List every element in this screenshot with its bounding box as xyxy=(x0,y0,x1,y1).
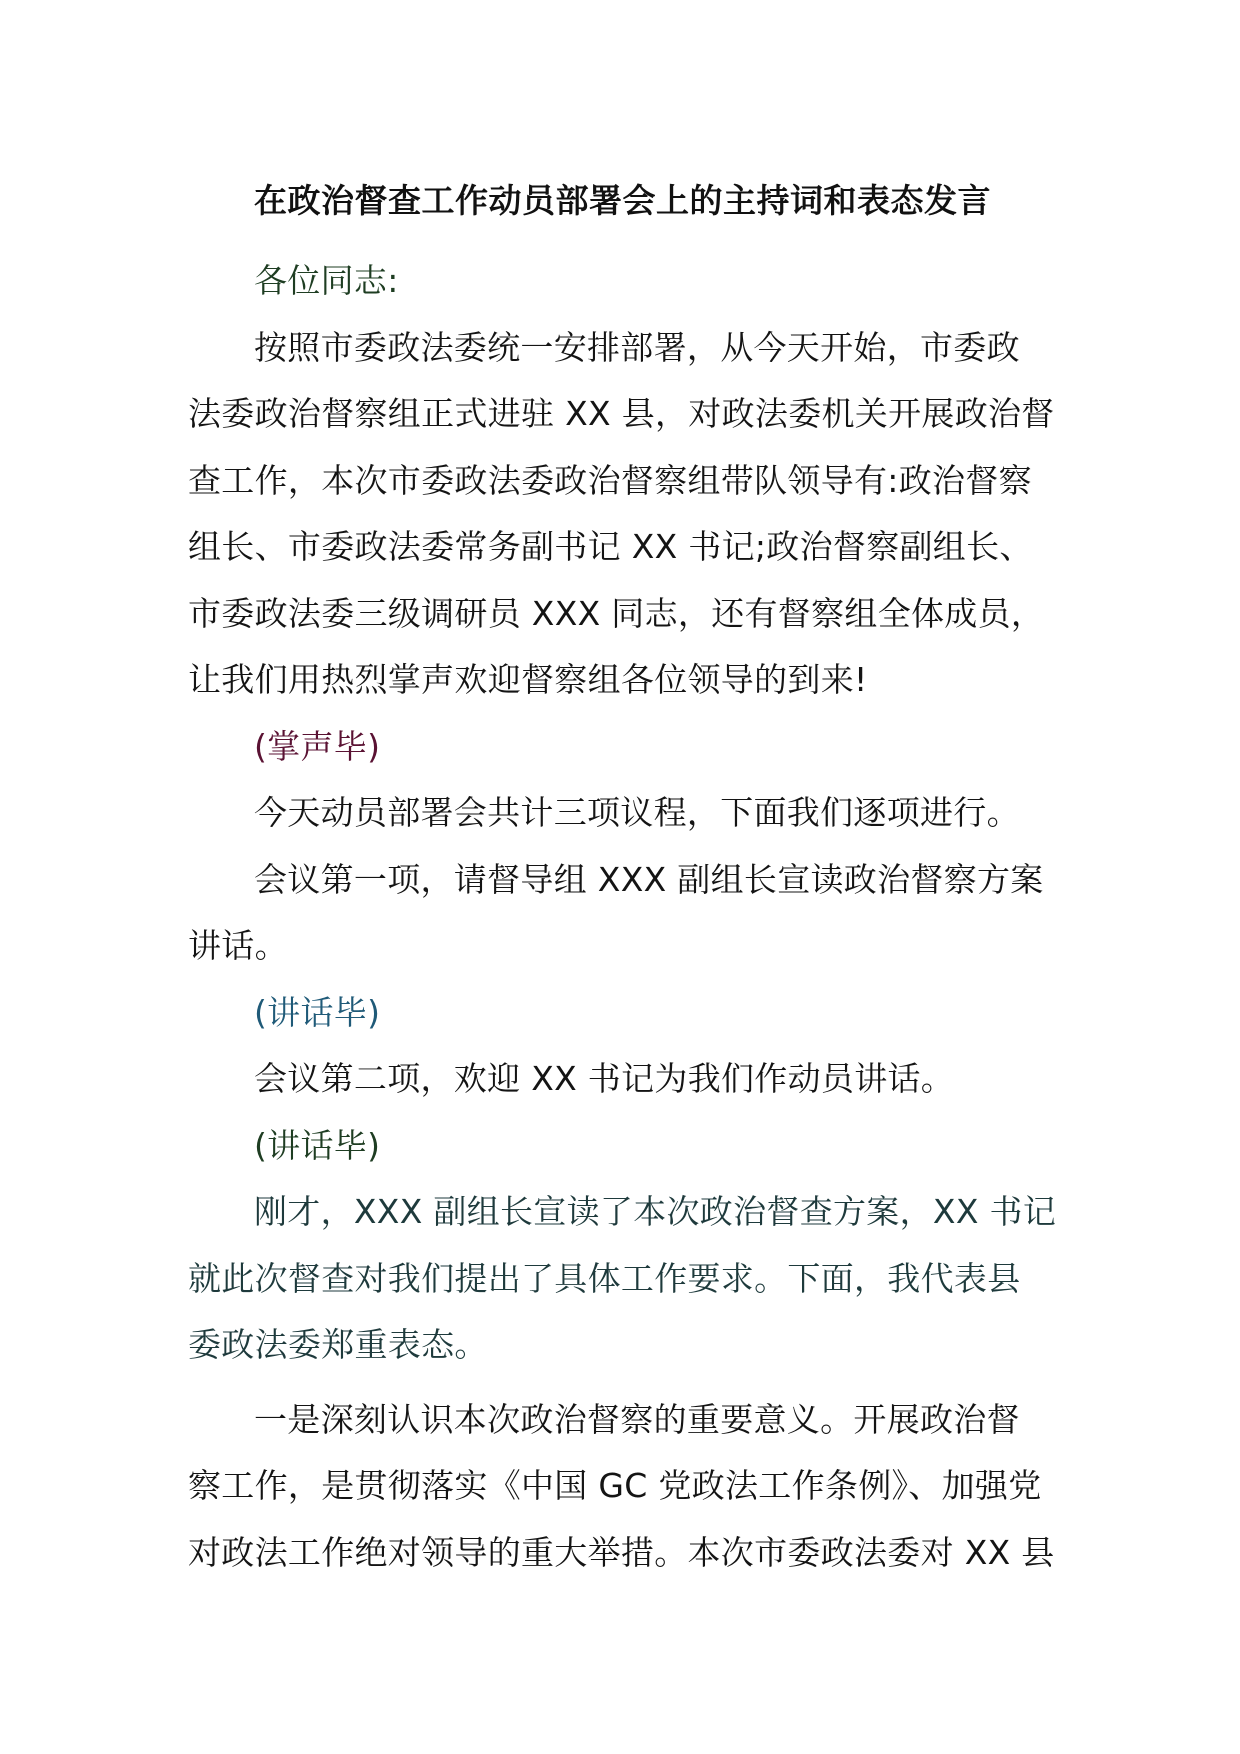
paragraph-item-one xyxy=(188,847,1058,980)
stage-note-text: (讲话毕) xyxy=(254,992,381,1032)
paragraph-line: 会议第一项，请督导组 XXX 副组长宣读政治督察方案 xyxy=(254,859,1044,899)
paragraph-line: 查工作，本次市委政法委政治督察组带队领导有:政治督察 xyxy=(188,460,1032,500)
document-title: 在政治督查工作动员部署会上的主持词和表态发言 xyxy=(254,181,991,220)
paragraph-line: 今天动员部署会共计三项议程，下面我们逐项进行。 xyxy=(254,793,1020,832)
paragraph-line: 会议第二项，欢迎 XX 书记为我们作动员讲话。 xyxy=(254,1059,955,1098)
salutation-text: 各位同志: xyxy=(254,261,399,300)
stage-note-applause xyxy=(188,714,1058,781)
paragraph-line: 就此次督查对我们提出了具体工作要求。下面，我代表县 xyxy=(188,1258,1021,1298)
paragraph-line: 一是深刻认识本次政治督察的重要意义。开展政治督 xyxy=(254,1399,1020,1439)
paragraph-opening xyxy=(188,315,1058,714)
paragraph-line: 刚才，XXX 副组长宣读了本次政治督查方案，XX 书记 xyxy=(254,1192,1057,1231)
paragraph-line: 市委政法委三级调研员 XXX 同志，还有督察组全体成员， xyxy=(188,593,1045,633)
paragraph-point-one xyxy=(188,1387,1058,1587)
stage-note-speech-end xyxy=(188,1113,1058,1180)
stage-note-text: (掌声毕) xyxy=(254,726,381,766)
document-body xyxy=(188,248,1058,1586)
salutation xyxy=(188,248,1058,315)
paragraph-item-two xyxy=(188,1046,1058,1113)
paragraph-line: 对政法工作绝对领导的重大举措。本次市委政法委对 XX 县 xyxy=(188,1532,1055,1572)
stage-note-speech-end xyxy=(188,980,1058,1047)
paragraph-gap xyxy=(188,1379,1058,1387)
paragraph-line: 法委政治督察组正式进驻 XX 县，对政法委机关开展政治督 xyxy=(188,394,1055,433)
paragraph-line: 察工作，是贯彻落实《中国 GC 党政法工作条例》、加强党 xyxy=(188,1466,1042,1505)
paragraph-line: 让我们用热烈掌声欢迎督察组各位领导的到来! xyxy=(188,660,868,699)
paragraph-line: 讲话。 xyxy=(188,926,288,965)
paragraph-line: 按照市委政法委统一安排部署，从今天开始，市委政 xyxy=(254,327,1020,367)
paragraph-line: 委政法委郑重表态。 xyxy=(188,1325,488,1364)
paragraph-agenda xyxy=(188,780,1058,847)
paragraph-line: 组长、市委政法委常务副书记 XX 书记;政治督察副组长、 xyxy=(188,527,1033,566)
stage-note-text: (讲话毕) xyxy=(254,1125,381,1165)
paragraph-summary xyxy=(188,1179,1058,1379)
